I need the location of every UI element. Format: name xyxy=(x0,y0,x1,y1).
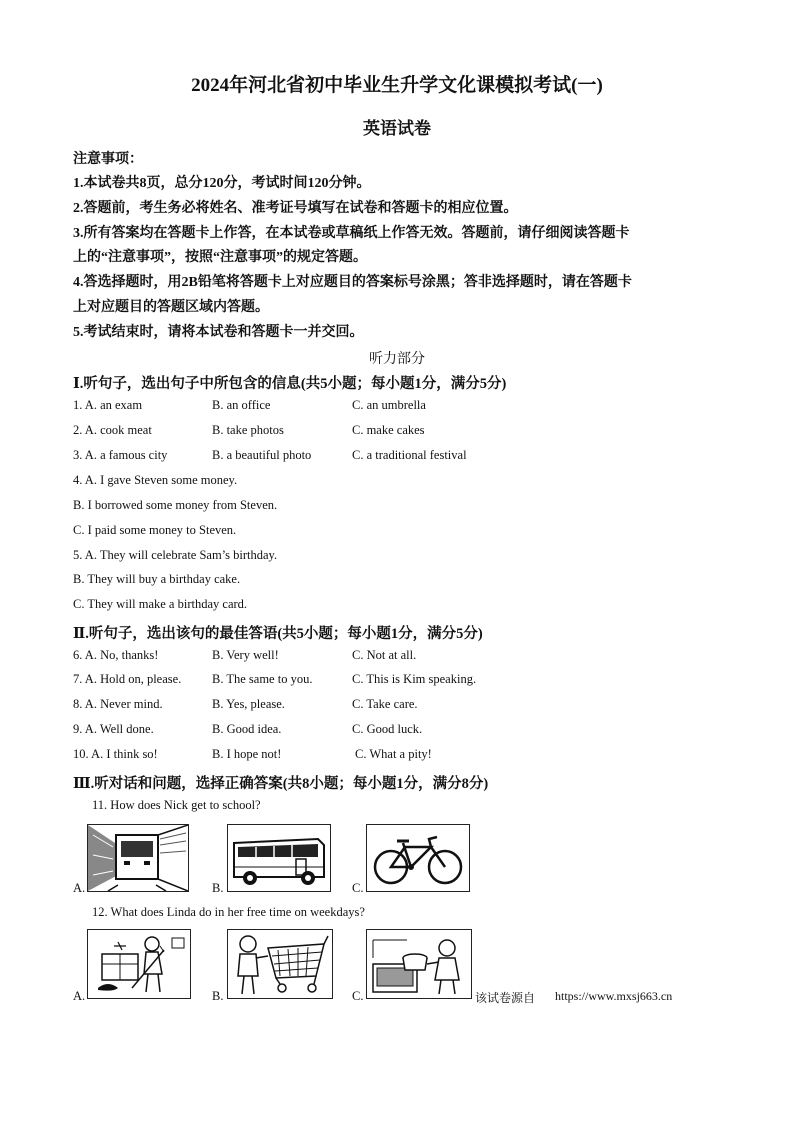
q10-option-c: C. What a pity! xyxy=(355,747,432,761)
q10-option-a: 10. A. I think so! xyxy=(73,747,158,761)
q2-option-b: B. take photos xyxy=(212,423,284,437)
q8-option-c: C. Take care. xyxy=(352,697,418,711)
note-line: 5.考试结束时，请将本试卷和答题卡一并交回。 xyxy=(73,325,364,340)
note-line: 1.本试卷共8页，总分120分，考试时间120分钟。 xyxy=(73,176,371,191)
q7-option-a: 7. A. Hold on, please. xyxy=(73,672,182,686)
source-label: 该试卷源自 xyxy=(475,991,536,1005)
q12-label-c: C. xyxy=(352,989,364,1003)
listening-heading: 听力部分 xyxy=(369,352,425,367)
q9-option-c: C. Good luck. xyxy=(352,722,423,736)
q6-option-a: 6. A. No, thanks! xyxy=(73,648,159,662)
q12-question: 12. What does Linda do in her free time on weekdays? xyxy=(92,905,365,919)
q6-option-c: C. Not at all. xyxy=(352,648,417,662)
q12-label-a: A. xyxy=(73,989,86,1003)
q11-question: 11. How does Nick get to school? xyxy=(92,798,261,812)
note-line: 4.答选择题时，用2B铅笔将答题卡上对应题目的答案标号涂黑；答非选择题时，请在答题卡 xyxy=(73,275,632,290)
note-line: 上对应题目的答题区域内答题。 xyxy=(73,300,269,315)
q9-option-a: 9. A. Well done. xyxy=(73,722,154,736)
q11-label-c: C. xyxy=(352,881,364,895)
section-3-heading: Ⅲ.听对话和问题，选择正确答案(共8小题；每小题1分，满分8分) xyxy=(73,776,489,792)
q11-label-b: B. xyxy=(212,881,224,895)
note-line: 3.所有答案均在答题卡上作答，在本试卷或草稿纸上作答无效。答题前，请仔细阅读答题卡 xyxy=(73,226,630,241)
q5-option-a: 5. A. They will celebrate Sam’s birthday. xyxy=(73,548,278,562)
q3-option-c: C. a traditional festival xyxy=(352,448,467,462)
q5-option-b: B. They will buy a birthday cake. xyxy=(73,572,241,586)
q4-option-b: B. I borrowed some money from Steven. xyxy=(73,498,278,512)
q3-option-a: 3. A. a famous city xyxy=(73,448,168,462)
page-title: 2024年河北省初中毕业生升学文化课模拟考试(一) xyxy=(191,75,603,96)
q10-option-b: B. I hope not! xyxy=(212,747,282,761)
q1-option-a: 1. A. an exam xyxy=(73,398,143,412)
q6-option-b: B. Very well! xyxy=(212,648,279,662)
q12-label-b: B. xyxy=(212,989,224,1003)
q4-option-c: C. I paid some money to Steven. xyxy=(73,523,237,537)
q4-option-a: 4. A. I gave Steven some money. xyxy=(73,473,238,487)
q11-label-a: A. xyxy=(73,881,86,895)
source-url[interactable]: https://www.mxsj663.cn xyxy=(555,989,673,1003)
q8-option-b: B. Yes, please. xyxy=(212,697,285,711)
bicycle-icon xyxy=(366,824,470,892)
q3-option-b: B. a beautiful photo xyxy=(212,448,312,462)
q7-option-b: B. The same to you. xyxy=(212,672,313,686)
q1-option-b: B. an office xyxy=(212,398,271,412)
q1-option-c: C. an umbrella xyxy=(352,398,426,412)
page-subtitle: 英语试卷 xyxy=(363,119,431,138)
note-line: 上的“注意事项”，按照“注意事项”的规定答题。 xyxy=(73,250,367,265)
q7-option-c: C. This is Kim speaking. xyxy=(352,672,477,686)
bus-icon xyxy=(227,824,331,892)
q2-option-c: C. make cakes xyxy=(352,423,425,437)
subway-train-icon xyxy=(87,824,189,892)
note-line: 2.答题前，考生务必将姓名、准考证号填写在试卷和答题卡的相应位置。 xyxy=(73,201,518,216)
notes-heading: 注意事项： xyxy=(73,152,143,167)
shopping-cart-icon xyxy=(227,929,333,999)
q5-option-c: C. They will make a birthday card. xyxy=(73,597,248,611)
section-1-heading: Ⅰ.听句子，选出句子中所包含的信息(共5小题；每小题1分，满分5分) xyxy=(73,376,507,392)
q2-option-a: 2. A. cook meat xyxy=(73,423,152,437)
section-2-heading: Ⅱ.听句子，选出该句的最佳答语(共5小题；每小题1分，满分5分) xyxy=(73,626,483,642)
q9-option-b: B. Good idea. xyxy=(212,722,282,736)
sweeping-floor-icon xyxy=(87,929,191,999)
cooking-icon xyxy=(366,929,472,999)
q8-option-a: 8. A. Never mind. xyxy=(73,697,163,711)
